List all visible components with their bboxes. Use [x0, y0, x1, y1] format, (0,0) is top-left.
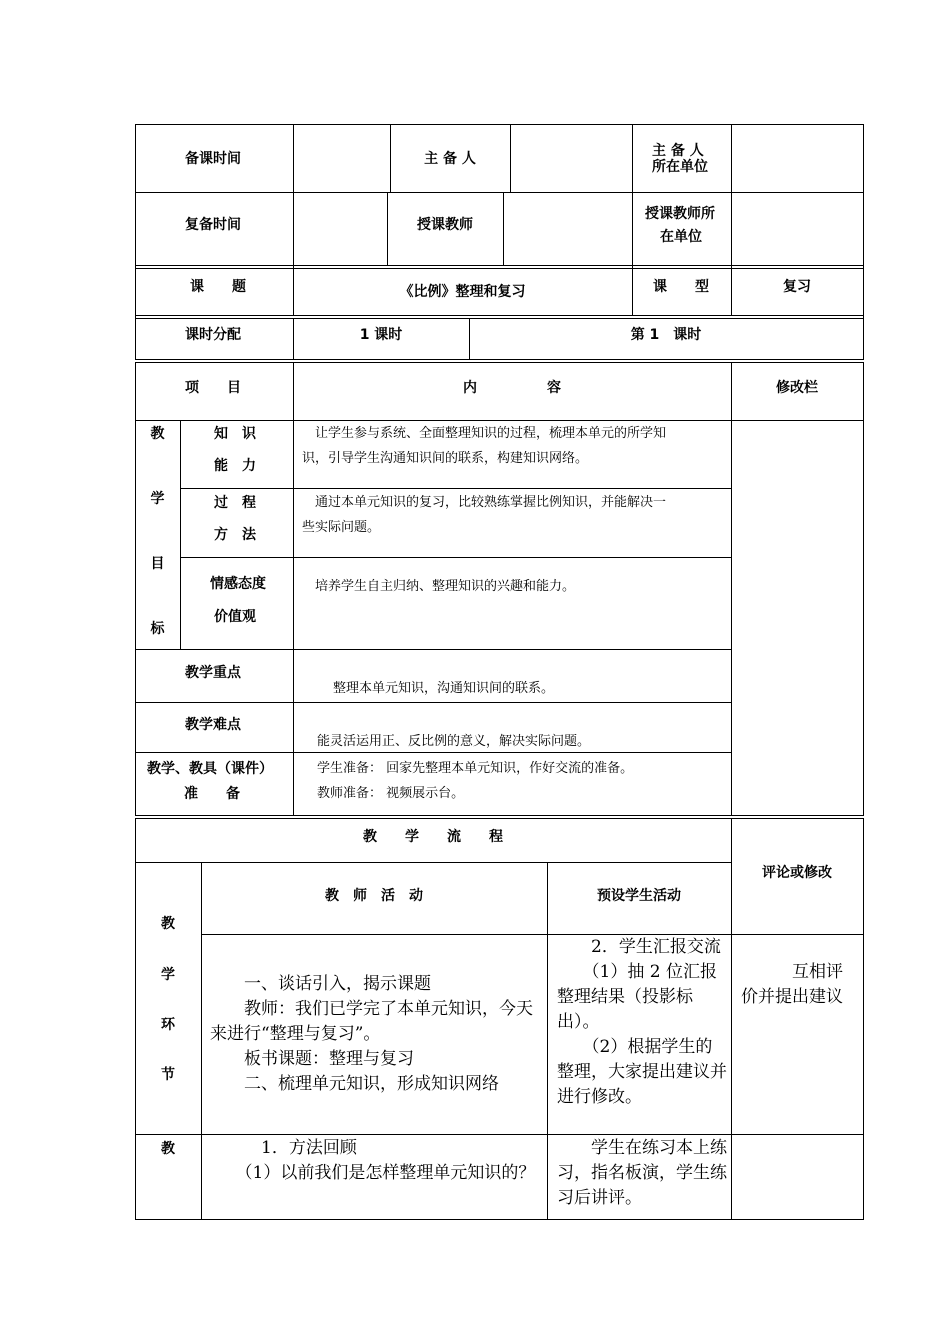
hours-label: 课时分配 — [185, 327, 241, 343]
tools-text: 学生准备： 回家先整理本单元知识，作好交流的准备。 — [317, 761, 634, 776]
item-label: 项 目 — [185, 380, 241, 396]
type-label: 课 型 — [653, 279, 709, 295]
difficulty-label: 教学难点 — [185, 717, 241, 733]
student-line-2: （1）抽 2 位汇报整理结果（投影标出）。 — [557, 962, 717, 1032]
goals-side-label-3: 目 — [150, 556, 165, 572]
teacher-unit-label-line2: 在单位 — [660, 229, 702, 245]
goals-side-label-2: 学 — [150, 491, 165, 507]
prep-time-label: 备课时间 — [185, 151, 241, 167]
teacher-activity-content — [210, 972, 542, 1097]
difficulty-text: 能灵活运用正、反比例的意义，解决实际问题。 — [317, 734, 591, 749]
bottom-teacher-line-1: 1．方法回顾 — [210, 1138, 357, 1158]
process-text-line2: 些实际问题。 — [302, 520, 381, 535]
teacher-unit-label: 授课教师所 — [645, 206, 715, 222]
student-line-1: 2．学生汇报交流 — [557, 937, 721, 957]
comment-text: 互相评价并提出建议 — [741, 962, 843, 1007]
teacher-label: 授课教师 — [417, 217, 473, 233]
period-value: 第 1 课时 — [630, 327, 702, 343]
lead-preparer-label: 主 备 人 — [424, 151, 476, 167]
flow-side-label-4: 节 — [161, 1067, 175, 1083]
flow-title: 教 学 流 程 — [363, 829, 503, 845]
knowledge-text: 让学生参与系统、全面整理知识的过程，梳理本单元的所学知 — [302, 426, 667, 441]
tools-label-line2: 准 备 — [184, 786, 240, 802]
student-activity-content — [557, 935, 727, 1110]
knowledge-label-line2: 能 力 — [214, 458, 256, 474]
topic-label: 课 题 — [190, 279, 246, 295]
teacher-line-2: 教师：我们已学完了本单元知识，今天来进行“整理与复习”。 — [210, 999, 533, 1044]
topic-value: 《比例》整理和复习 — [399, 284, 526, 300]
lead-unit-label: 主 备 人 — [652, 143, 704, 159]
emotion-text: 培养学生自主归纳、整理知识的兴趣和能力。 — [302, 579, 576, 594]
teacher-line-4: 二、梳理单元知识，形成知识网络 — [210, 1074, 499, 1094]
flow-side-label-1: 教 — [161, 916, 175, 932]
knowledge-label: 知 识 — [214, 426, 256, 442]
teacher-line-3: 板书课题：整理与复习 — [210, 1049, 414, 1069]
knowledge-text-line2: 识，引导学生沟通知识间的联系，构建知识网络。 — [302, 451, 589, 466]
teacher-line-1: 一、谈话引入，揭示课题 — [210, 974, 431, 994]
key-text: 整理本单元知识，沟通知识间的联系。 — [333, 681, 555, 696]
goals-side-label-4: 标 — [150, 621, 165, 637]
comment-label: 评论或修改 — [762, 865, 832, 881]
key-label: 教学重点 — [185, 665, 241, 681]
emotion-label: 情感态度 — [210, 576, 266, 592]
bottom-side-label: 教 — [161, 1141, 175, 1157]
flow-side-label-3: 环 — [161, 1017, 175, 1033]
student-activity-label: 预设学生活动 — [597, 888, 681, 904]
type-value: 复习 — [783, 279, 811, 295]
process-text: 通过本单元知识的复习，比较熟练掌握比例知识，并能解决一 — [302, 495, 667, 510]
emotion-label-line2: 价值观 — [214, 609, 256, 625]
flow-side-label-2: 学 — [161, 967, 175, 983]
student-line-3: （2）根据学生的整理，大家提出建议并进行修改。 — [557, 1037, 727, 1107]
content-label: 内 容 — [463, 380, 561, 396]
goals-side-label-1: 教 — [150, 426, 165, 442]
tools-label: 教学、教具（课件） — [147, 761, 273, 777]
teacher-activity-label: 教 师 活 动 — [325, 888, 423, 904]
bottom-teacher-line-2: （1）以前我们是怎样整理单元知识的？ — [210, 1163, 536, 1183]
bottom-teacher-content — [210, 1136, 542, 1186]
revise-label: 修改栏 — [776, 380, 818, 396]
process-label: 过 程 — [214, 495, 256, 511]
bottom-student-text: 学生在练习本上练习，指名板演，学生练习后讲评。 — [557, 1138, 727, 1208]
hours-value: 1 课时 — [359, 327, 403, 343]
review-time-label: 复备时间 — [185, 217, 241, 233]
process-label-line2: 方 法 — [214, 527, 256, 543]
tools-text-line2: 教师准备： 视频展示台。 — [317, 786, 465, 801]
lead-unit-label-line2: 所在单位 — [652, 159, 708, 175]
